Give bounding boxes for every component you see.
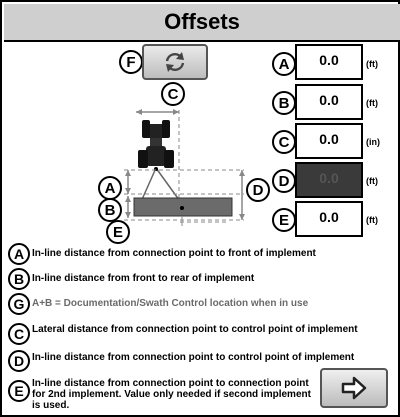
- description-a: In-line distance from connection point to front of implement: [32, 248, 316, 259]
- description-b: In-line distance from front to rear of implement: [32, 273, 255, 284]
- offset-c-input[interactable]: 0.0: [295, 123, 363, 159]
- diagram-letter-a: [98, 176, 122, 200]
- desc-letter-c: [8, 323, 30, 345]
- diagram-letter-d: [246, 178, 270, 202]
- field-letter-d: [272, 169, 296, 193]
- field-letter: B: [278, 94, 290, 112]
- description-d: In-line distance from connection point to control point of implement: [32, 352, 355, 363]
- field-letter: C: [278, 133, 290, 151]
- diagram-letter-b: [98, 198, 122, 222]
- offset-e-input[interactable]: 0.0: [295, 201, 363, 237]
- offset-d-input: 0.0: [295, 162, 363, 198]
- field-letter-c: [272, 130, 296, 154]
- desc-letter-e: [8, 380, 30, 402]
- desc-letter: C: [13, 326, 25, 342]
- unit-label: (ft): [366, 176, 378, 186]
- unit-label: (ft): [366, 98, 378, 108]
- letter-e: E: [112, 223, 123, 241]
- desc-letter-g: [8, 293, 30, 315]
- window-title: Offsets: [164, 9, 240, 34]
- title-bar: [4, 4, 400, 42]
- letter-d: D: [252, 181, 264, 199]
- field-letter: A: [278, 55, 290, 73]
- description-g: A+B = Documentation/Swath Control location when in use: [32, 298, 309, 309]
- description-e: In-line distance from connection point to connection point for 2nd implement. Value only needed if second implement is used.: [32, 378, 311, 411]
- next-button[interactable]: [320, 368, 388, 408]
- desc-letter: E: [14, 383, 24, 399]
- field-letter-b: [272, 91, 296, 115]
- unit-label: (ft): [366, 59, 378, 69]
- field-letter-e: [272, 208, 296, 232]
- tractor-implement-diagram: [94, 80, 274, 240]
- refresh-button[interactable]: [142, 44, 208, 80]
- letter-b: B: [104, 201, 116, 219]
- letter-a: A: [104, 179, 116, 197]
- field-letter-a: [272, 52, 296, 76]
- desc-letter-b: [8, 268, 30, 290]
- field-letter: D: [278, 172, 290, 190]
- description-c: Lateral distance from connection point to control point of implement: [32, 324, 358, 335]
- refresh-letter-badge: [119, 50, 143, 74]
- desc-letter: D: [13, 353, 25, 369]
- arrow-right-icon: [340, 375, 368, 401]
- refresh-letter: F: [126, 53, 136, 71]
- letter-c: C: [167, 85, 179, 103]
- diagram-letter-c: [161, 82, 185, 106]
- desc-letter-d: [8, 350, 30, 372]
- field-letter: E: [278, 211, 289, 229]
- diagram-letter-e: [106, 220, 130, 244]
- unit-label: (in): [366, 137, 380, 147]
- refresh-icon: [162, 50, 188, 74]
- desc-letter: A: [13, 246, 25, 262]
- unit-label: (ft): [366, 215, 378, 225]
- desc-letter: G: [13, 296, 25, 312]
- offset-b-input[interactable]: 0.0: [295, 84, 363, 120]
- desc-letter: B: [13, 271, 25, 287]
- offset-a-input[interactable]: 0.0: [295, 44, 363, 80]
- desc-letter-a: [8, 243, 30, 265]
